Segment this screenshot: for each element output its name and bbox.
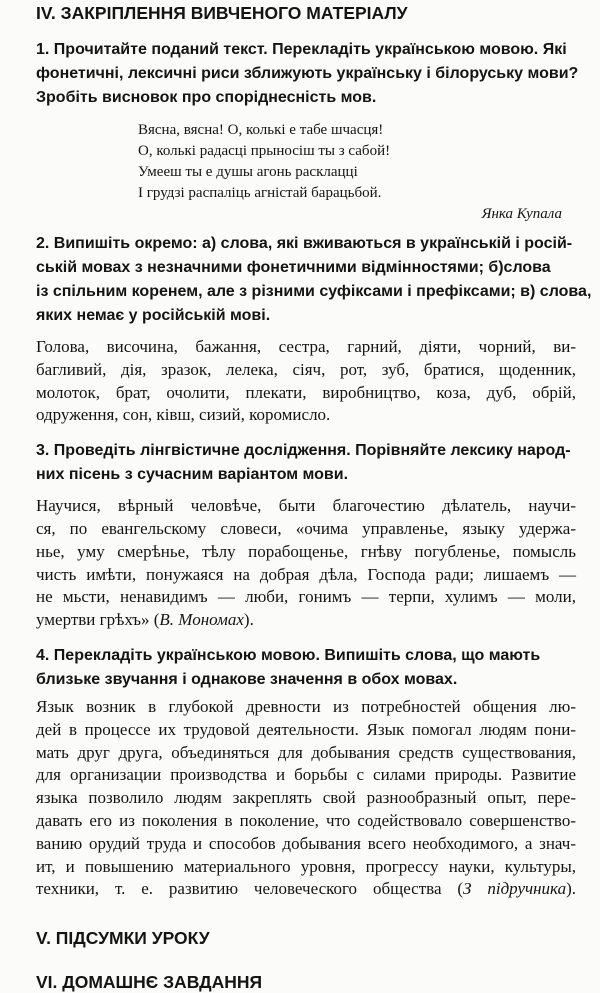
task-4-text-line: Язык возник в глубокой древности из потребностей общения лю- bbox=[36, 696, 576, 716]
task-4-heading-line: близьке звучання і однакове значення в обох мовах. bbox=[36, 670, 458, 688]
task-3-text-line: Научися, вѣрный человѣче, быти благочестию дѣлатель, научи- bbox=[36, 496, 576, 516]
task-1-heading bbox=[36, 38, 579, 110]
task-3-source: В. Мономах bbox=[159, 610, 244, 630]
section-iv-heading: IV. ЗАКРІПЛЕННЯ ВИВЧЕНОГО МАТЕРІАЛУ bbox=[36, 3, 408, 23]
task-4-text bbox=[36, 696, 576, 901]
task-4-text-line: дей в процессе их трудовой деятельности. Язык помогал людям пони- bbox=[36, 719, 576, 739]
task-3-heading-line: них пісень з сучасним варіантом мови. bbox=[36, 466, 349, 484]
task-4-text-line: ит, и повышению материального уровня, прогрессу науки, культуры, bbox=[36, 856, 576, 876]
task-4-text-line: ванию орудий труда и способов добывания всего необходимого, а знач- bbox=[36, 833, 576, 853]
poem-line: О, колькі радасці прыносіш ты з сабой! bbox=[138, 143, 391, 159]
task-1-heading-line: Зробіть висновок про споріднесність мов. bbox=[36, 89, 377, 106]
task-3-text-line: чисть имѣти, понужаяся на добрая дѣла, Господа ради; лишаемъ — bbox=[36, 564, 576, 584]
task-4-text-line: языка позволило людям закреплять свой разнообразный опыт, пере- bbox=[36, 788, 576, 808]
task-2-text-line: молоток, брат, очолити, плекати, виробництво, коза, дуб, обрій, bbox=[36, 382, 576, 402]
poem-line: І грудзі распаліць агністай барацьбой. bbox=[138, 185, 382, 201]
task-3 bbox=[36, 439, 576, 632]
task-3-text-line bbox=[36, 609, 576, 632]
task-2-text-line: одруження, сон, ківш, сизий, коромисло. bbox=[36, 405, 331, 425]
task-3-heading-line: 3. Проведіть лінгвістичне дослідження. Порівняйте лексику народ- bbox=[36, 442, 571, 460]
task-4-text-line: давать его из поколения в поколение, что содействовало совершенство- bbox=[36, 810, 576, 830]
task-3-text-line: не мьсти, ненавидимъ — люби, гонимъ — терпи, хулимъ — моли, bbox=[36, 587, 576, 607]
poem bbox=[138, 120, 576, 204]
task-3-last-plain: умертви грѣхъ» ( bbox=[36, 610, 160, 630]
task-2-heading-line: ській мовах з незначними фонетичними відмінностями; б)слова bbox=[36, 259, 551, 276]
task-3-text-line: нье, уму смерѣнье, тѣлу порабощенье, гнѣву погубленье, помысль bbox=[36, 541, 576, 561]
task-1 bbox=[36, 38, 579, 224]
section-vi-heading: VI. ДОМАШНЄ ЗАВДАННЯ bbox=[36, 972, 263, 993]
poem-author: Янка Купала bbox=[481, 206, 562, 222]
task-2-heading-line: 2. Випишіть окремо: а) слова, які вживаються в українській і росій- bbox=[36, 235, 573, 252]
task-4-heading-line: 4. Перекладіть українською мовою. Випишіть слова, що мають bbox=[36, 646, 541, 664]
task-3-text-line: ся, по евангельскому словеси, «очима управленье, языку удержа- bbox=[36, 518, 576, 538]
task-4-last-end: ). bbox=[566, 879, 576, 899]
poem-line: Умееш ты е душы агонь расклацці bbox=[138, 164, 358, 180]
task-4 bbox=[36, 644, 576, 901]
task-3-text bbox=[36, 495, 576, 632]
task-4-last-plain: техники, т. е. развитию человеческого общества ( bbox=[36, 879, 464, 899]
section-v-heading: V. ПІДСУМКИ УРОКУ bbox=[36, 928, 210, 949]
task-2-text bbox=[36, 336, 576, 427]
task-4-source: З підручника bbox=[463, 879, 567, 899]
task-2 bbox=[36, 232, 592, 427]
task-3-heading bbox=[36, 439, 576, 487]
task-2-heading bbox=[36, 232, 592, 328]
task-2-text-line: багливий, дія, зразок, лелека, сіяч, рот, зуб, братися, щоденник, bbox=[36, 359, 576, 379]
task-3-last-end: ). bbox=[243, 610, 254, 630]
task-4-text-line bbox=[36, 878, 576, 901]
task-2-heading-line: яких немає у російській мові. bbox=[36, 307, 271, 324]
task-2-heading-line: із спільним коренем, але з різними суфіксами і префіксами; в) слова, bbox=[36, 283, 592, 300]
task-2-text-line: Голова, височина, бажання, сестра, гарний, діяти, чорний, ви- bbox=[36, 337, 576, 356]
task-4-text-line: мать друг друга, объединяться для добывания средств существования, bbox=[36, 742, 576, 762]
task-1-heading-line: фонетичні, лексичні риси зближують українську і білоруську мови? bbox=[36, 65, 579, 82]
task-4-heading bbox=[36, 644, 576, 692]
poem-line: Вясна, вясна! О, колькі е табе шчасця! bbox=[138, 122, 384, 138]
task-1-heading-line: 1. Прочитайте поданий текст. Перекладіть українською мовою. Які bbox=[36, 41, 567, 58]
task-4-text-line: для организации производства и борьбы с силами природы. Развитие bbox=[36, 765, 576, 785]
